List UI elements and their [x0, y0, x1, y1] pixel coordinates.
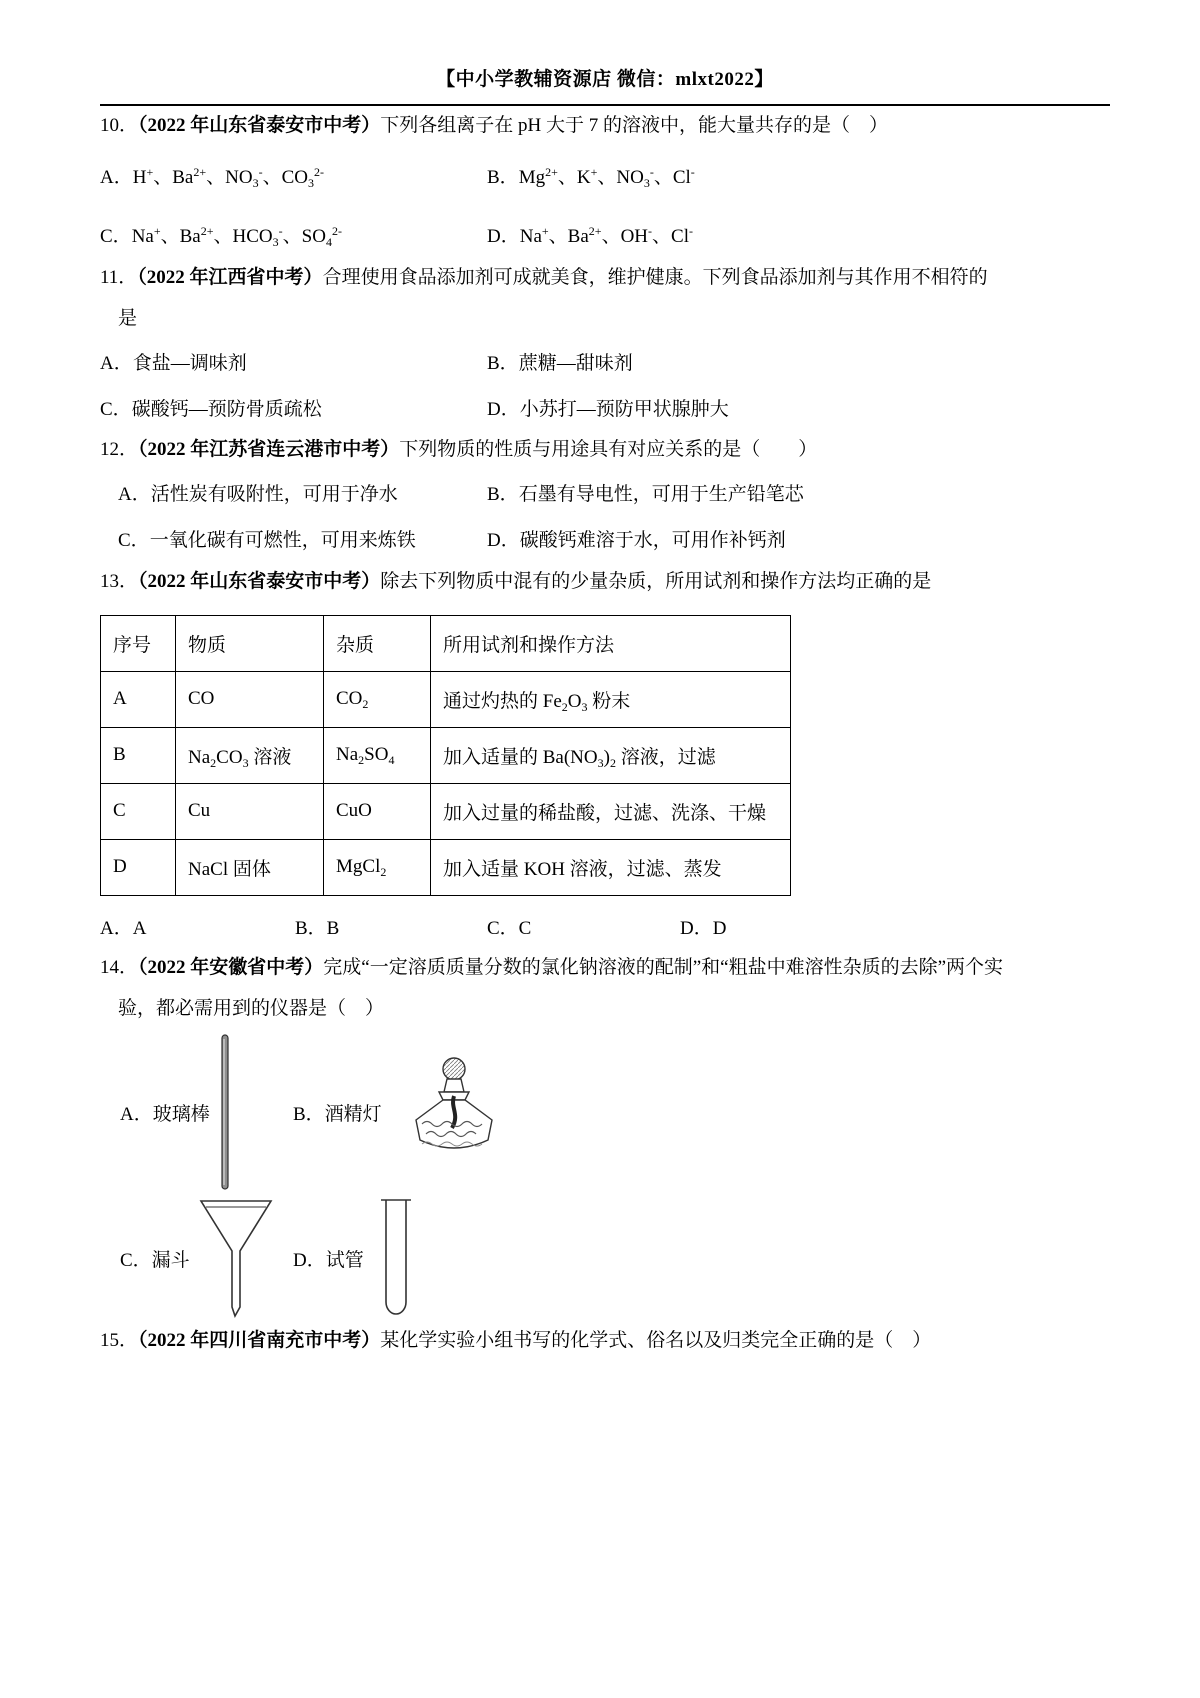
- table-header-cell: 所用试剂和操作方法: [431, 615, 791, 671]
- question-13: [100, 562, 1110, 948]
- option-a: A．A: [100, 917, 147, 939]
- table-header-cell: 序号: [101, 615, 176, 671]
- table-header-cell: 物质: [176, 615, 324, 671]
- question-13-stem: [100, 562, 1005, 603]
- question-12: [100, 430, 1110, 562]
- table-cell: 加入过量的稀盐酸，过滤、洗涤、干燥: [431, 783, 791, 839]
- option-label: D．: [487, 530, 520, 552]
- question-number: 11．: [100, 267, 138, 289]
- option-label: D．试管: [293, 1249, 364, 1271]
- option-text: 活性炭有吸附性，可用于净水: [150, 484, 398, 506]
- table-row: [101, 671, 791, 727]
- table-cell: 加入适量的 $Ba(NO_3)_2$ 溶液，过滤: [431, 727, 791, 783]
- table-cell: 加入适量 KOH 溶液，过滤、蒸发: [431, 839, 791, 895]
- question-number: 12．: [100, 439, 139, 461]
- option-text: Na+、$Ba^{2+}$、$HCO_3^-$、$SO_4^{2-}$: [131, 224, 342, 250]
- option-c: [118, 521, 487, 562]
- option-c: [100, 217, 487, 258]
- option-label: C．: [100, 226, 132, 248]
- question-source: （2022 年山东省泰安市中考）: [138, 114, 381, 136]
- option-b: [487, 475, 1110, 516]
- option-text: 一氧化碳有可燃性，可用来炼铁: [149, 530, 416, 552]
- question-text: 某化学实验小组书写的化学式、俗名以及归类完全正确的是（ ）: [380, 1330, 932, 1352]
- option-d: [293, 1195, 412, 1321]
- option-b: B．B: [295, 917, 340, 939]
- option-label: B．酒精灯: [293, 1103, 382, 1125]
- question-12-options: [100, 475, 1110, 562]
- option-label: A．玻璃棒: [120, 1103, 210, 1125]
- option-b: [293, 1056, 502, 1168]
- option-label: B．: [487, 352, 519, 374]
- option-a: [100, 344, 487, 385]
- option-label: B．: [487, 167, 519, 189]
- table-row: [101, 839, 791, 895]
- question-text: 下列各组离子在 pH 大于 7 的溶液中，能大量共存的是（ ）: [380, 114, 889, 136]
- test-tube-image: [380, 1195, 412, 1321]
- option-label: A．: [100, 352, 133, 374]
- option-label: C．: [118, 530, 150, 552]
- question-source: （2022 年安徽省中考）: [138, 956, 324, 978]
- option-text: H+、$Ba^{2+}$、$NO_3^-$、$CO_3^{2-}$: [132, 165, 324, 191]
- table-cell: CuO: [324, 783, 431, 839]
- option-text: 食盐—调味剂: [132, 352, 247, 374]
- option-c: [100, 390, 487, 431]
- option-c: C．C: [487, 917, 532, 939]
- option-text: $Mg^{2+}$、K+、$NO_3^-$、Cl-: [518, 165, 695, 191]
- question-source: （2022 年江苏省连云港市中考）: [138, 439, 400, 461]
- table-header-cell: 杂质: [324, 615, 431, 671]
- question-text: 除去下列物质中混有的少量杂质，所用试剂和操作方法均正确的是: [380, 570, 932, 592]
- question-text: 完成“一定溶质质量分数的氯化钠溶液的配制”和“粗盐中难溶性杂质的去除”两个实验，都必需用到的仪器是（ ）: [118, 956, 1004, 1019]
- option-b: [487, 344, 1110, 385]
- question-source: （2022 年江西省中考）: [137, 267, 323, 289]
- option-text: 碳酸钙—预防骨质疏松: [131, 398, 322, 420]
- glass-rod-image: [218, 1033, 232, 1191]
- option-label: C．: [100, 398, 132, 420]
- table-cell: MgCl$_2$: [324, 839, 431, 895]
- table-cell: $Na_2CO_3$ 溶液: [176, 727, 324, 783]
- question-number: 13．: [100, 570, 139, 592]
- question-11-stem: [100, 258, 1005, 340]
- option-d: [487, 390, 1110, 431]
- option-c: [100, 1197, 293, 1319]
- table-row: [101, 727, 791, 783]
- question-14-options-row-2: [100, 1195, 1110, 1321]
- option-d: [487, 217, 1110, 258]
- impurity-removal-table: [100, 615, 791, 896]
- option-label: A．: [118, 484, 151, 506]
- option-text: 石墨有导电性，可用于生产铅笔芯: [518, 484, 804, 506]
- question-11-options: [100, 344, 1110, 431]
- question-10-stem: [100, 106, 1005, 147]
- table-cell: Cu: [176, 783, 324, 839]
- table-cell: $Na_2SO_4$: [324, 727, 431, 783]
- option-text: 蔗糖—甜味剂: [518, 352, 633, 374]
- question-number: 10．: [100, 114, 139, 136]
- table-cell: $CO_2$: [324, 671, 431, 727]
- question-number: 15．: [100, 1330, 139, 1352]
- table-cell: CO: [176, 671, 324, 727]
- table-header-row: [101, 615, 791, 671]
- page-header: 【中小学教辅资源店 微信：mlxt2022】: [436, 69, 774, 90]
- funnel-image: [198, 1197, 274, 1319]
- table-cell: B: [101, 727, 176, 783]
- question-14-options-row-1: [100, 1033, 1110, 1191]
- option-a: [100, 1033, 293, 1191]
- table-cell: NaCl 固体: [176, 839, 324, 895]
- question-14-stem: [100, 948, 1005, 1030]
- option-a: [118, 475, 487, 516]
- question-15-stem: [100, 1321, 1005, 1362]
- question-13-answer-options: [100, 910, 1110, 948]
- option-b: [487, 158, 1110, 199]
- table-cell: D: [101, 839, 176, 895]
- option-a: [100, 158, 487, 199]
- table-cell: 通过灼热的 $Fe_2O_3$ 粉末: [431, 671, 791, 727]
- question-10-options: [100, 158, 1110, 258]
- option-text: 小苏打—预防甲状腺肿大: [519, 398, 729, 420]
- option-label: A．: [100, 167, 133, 189]
- option-label: C．漏斗: [120, 1249, 190, 1271]
- table-row: [101, 783, 791, 839]
- option-label: D．: [487, 226, 520, 248]
- question-source: （2022 年山东省泰安市中考）: [138, 570, 381, 592]
- option-label: D．: [487, 398, 520, 420]
- option-label: B．: [487, 484, 519, 506]
- option-text: 碳酸钙难溶于水，可用作补钙剂: [519, 530, 786, 552]
- option-d: [487, 521, 1110, 562]
- option-d: D．D: [680, 917, 727, 939]
- question-15: [100, 1321, 1110, 1362]
- option-text: Na+、$Ba^{2+}$、OH-、Cl-: [519, 224, 693, 248]
- question-source: （2022 年四川省南充市中考）: [138, 1330, 381, 1352]
- question-text: 下列物质的性质与用途具有对应关系的是（ ）: [399, 439, 818, 461]
- question-10: [100, 106, 1110, 259]
- question-14: [100, 948, 1110, 1322]
- question-12-stem: [100, 430, 1005, 471]
- alcohol-lamp-image: [406, 1056, 502, 1168]
- question-number: 14．: [100, 956, 139, 978]
- table-cell: A: [101, 671, 176, 727]
- table-cell: C: [101, 783, 176, 839]
- question-text: 合理使用食品添加剂可成就美食，维护健康。下列食品添加剂与其作用不相符的是: [118, 267, 988, 329]
- question-11: [100, 258, 1110, 430]
